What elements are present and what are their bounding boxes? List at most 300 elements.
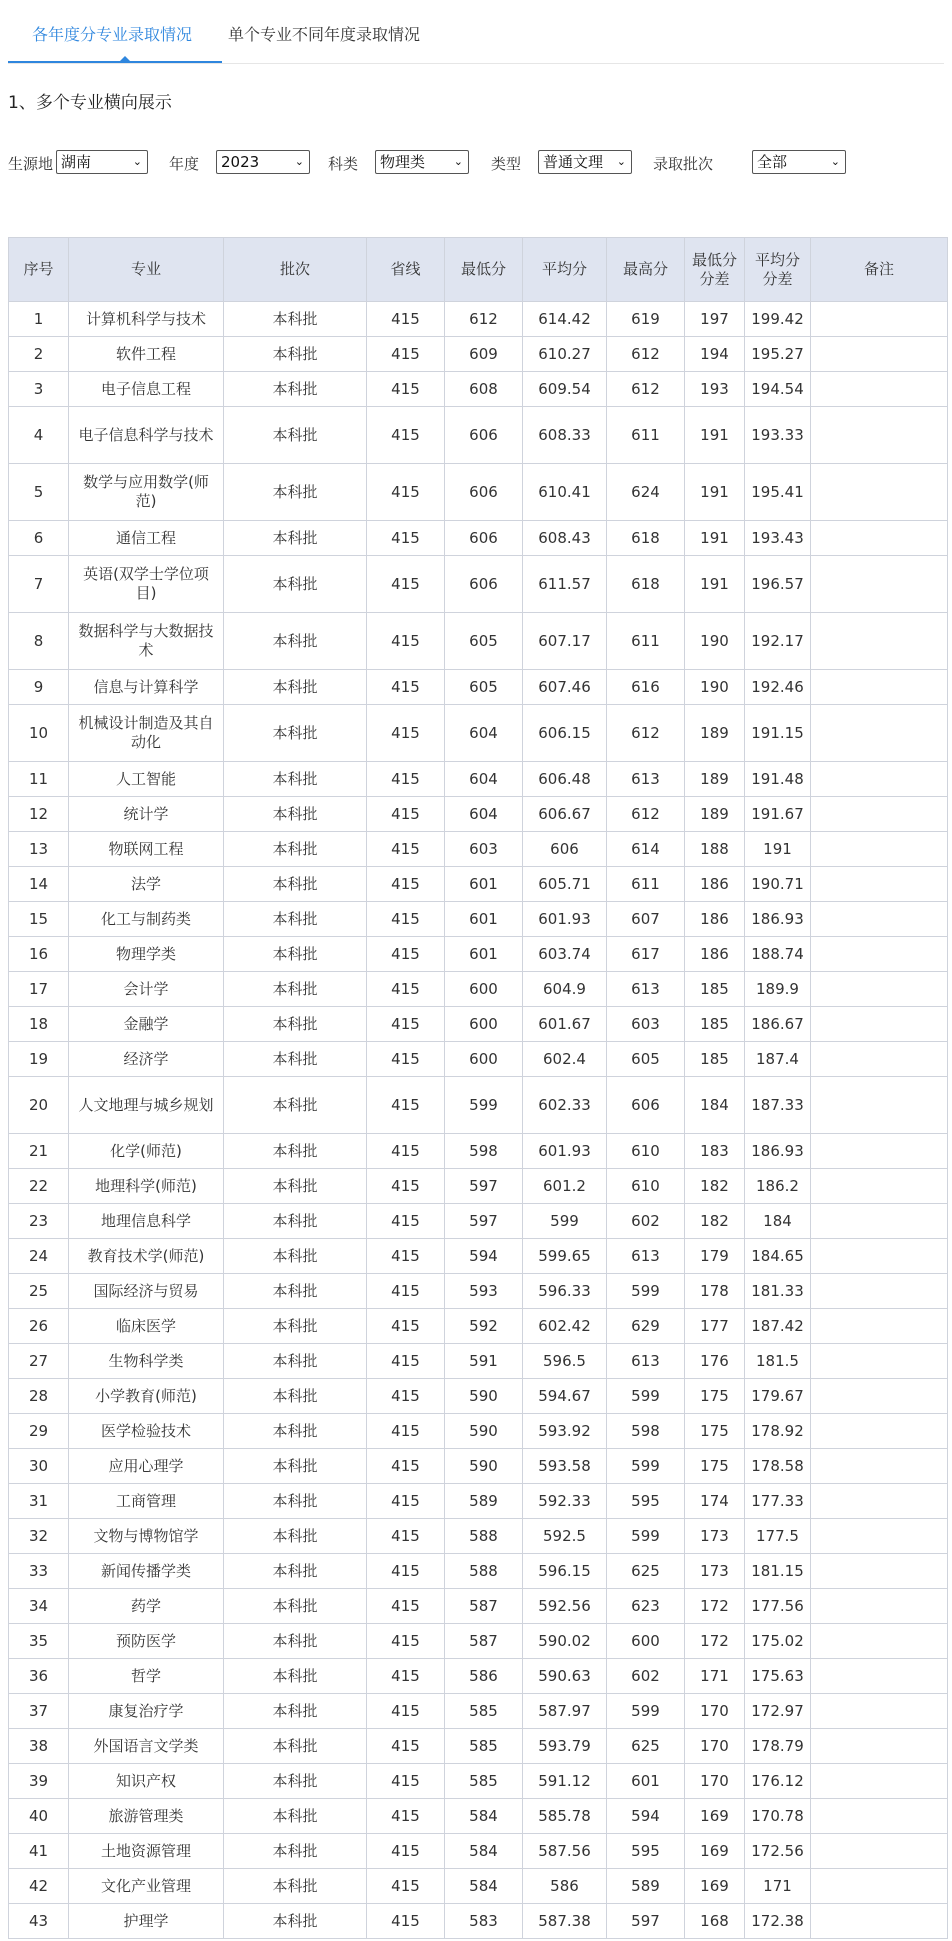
cell-remark <box>811 1007 948 1042</box>
cell-min-score: 605 <box>445 670 523 705</box>
cell-max-score: 624 <box>607 464 685 521</box>
cell-batch: 本科批 <box>224 797 367 832</box>
cell-major: 生物科学类 <box>69 1344 224 1379</box>
cell-batch: 本科批 <box>224 1379 367 1414</box>
cell-min-diff: 189 <box>685 797 745 832</box>
cell-index: 8 <box>9 613 69 670</box>
cell-index: 26 <box>9 1309 69 1344</box>
cell-max-score: 600 <box>607 1624 685 1659</box>
admission-table <box>8 237 948 1939</box>
cell-batch: 本科批 <box>224 1554 367 1589</box>
cell-min-score: 584 <box>445 1834 523 1869</box>
cell-min-score: 601 <box>445 867 523 902</box>
cell-batch: 本科批 <box>224 1134 367 1169</box>
cell-index: 36 <box>9 1659 69 1694</box>
cell-index: 2 <box>9 337 69 372</box>
cell-remark <box>811 1134 948 1169</box>
cell-batch: 本科批 <box>224 337 367 372</box>
cell-avg-score: 599.65 <box>523 1239 607 1274</box>
cell-index: 40 <box>9 1799 69 1834</box>
chevron-down-icon: ⌄ <box>453 155 463 168</box>
cell-min-score: 608 <box>445 372 523 407</box>
table-row <box>9 867 948 902</box>
cell-province-line: 415 <box>367 407 445 464</box>
cell-min-diff: 183 <box>685 1134 745 1169</box>
cell-avg-score: 602.33 <box>523 1077 607 1134</box>
cell-avg-score: 603.74 <box>523 937 607 972</box>
cell-index: 41 <box>9 1834 69 1869</box>
active-tab-caret <box>119 56 131 62</box>
tab-single-major-by-year[interactable]: 单个专业不同年度录取情况 <box>228 25 421 44</box>
cell-avg-score: 611.57 <box>523 556 607 613</box>
cell-avg-diff: 193.33 <box>745 407 811 464</box>
col-header-province-line: 省线 <box>367 238 445 302</box>
cell-remark <box>811 937 948 972</box>
table-row <box>9 556 948 613</box>
table-row <box>9 1624 948 1659</box>
cell-major: 文物与博物馆学 <box>69 1519 224 1554</box>
cell-major: 经济学 <box>69 1042 224 1077</box>
cell-avg-score: 607.17 <box>523 613 607 670</box>
cell-max-score: 607 <box>607 902 685 937</box>
cell-min-score: 585 <box>445 1694 523 1729</box>
cell-remark <box>811 1449 948 1484</box>
cell-max-score: 629 <box>607 1309 685 1344</box>
origin-select-value: 湖南 <box>61 153 92 171</box>
cell-min-diff: 170 <box>685 1729 745 1764</box>
type-select[interactable] <box>538 150 632 174</box>
cell-max-score: 603 <box>607 1007 685 1042</box>
tab-yearly-by-major[interactable]: 各年度分专业录取情况 <box>32 25 193 44</box>
cell-min-score: 600 <box>445 972 523 1007</box>
cell-province-line: 415 <box>367 556 445 613</box>
cell-avg-diff: 178.79 <box>745 1729 811 1764</box>
cell-max-score: 602 <box>607 1204 685 1239</box>
cell-avg-score: 586 <box>523 1869 607 1904</box>
cell-avg-diff: 177.56 <box>745 1589 811 1624</box>
cell-avg-diff: 177.33 <box>745 1484 811 1519</box>
cell-avg-score: 606 <box>523 832 607 867</box>
cell-remark <box>811 464 948 521</box>
cell-major: 软件工程 <box>69 337 224 372</box>
cell-batch: 本科批 <box>224 1007 367 1042</box>
cell-remark <box>811 1309 948 1344</box>
cell-min-diff: 191 <box>685 407 745 464</box>
col-header-min-score: 最低分 <box>445 238 523 302</box>
cell-min-diff: 193 <box>685 372 745 407</box>
table-row <box>9 302 948 337</box>
cell-province-line: 415 <box>367 1834 445 1869</box>
cell-avg-score: 590.02 <box>523 1624 607 1659</box>
subject-select-value: 物理类 <box>380 153 426 171</box>
cell-index: 9 <box>9 670 69 705</box>
cell-batch: 本科批 <box>224 1239 367 1274</box>
cell-index: 3 <box>9 372 69 407</box>
cell-max-score: 599 <box>607 1274 685 1309</box>
cell-batch: 本科批 <box>224 832 367 867</box>
cell-batch: 本科批 <box>224 556 367 613</box>
cell-remark <box>811 1204 948 1239</box>
cell-index: 29 <box>9 1414 69 1449</box>
cell-province-line: 415 <box>367 1554 445 1589</box>
cell-index: 12 <box>9 797 69 832</box>
cell-major: 计算机科学与技术 <box>69 302 224 337</box>
cell-avg-score: 587.97 <box>523 1694 607 1729</box>
table-row <box>9 1484 948 1519</box>
cell-index: 22 <box>9 1169 69 1204</box>
cell-avg-score: 599 <box>523 1204 607 1239</box>
cell-province-line: 415 <box>367 464 445 521</box>
cell-batch: 本科批 <box>224 1449 367 1484</box>
cell-index: 38 <box>9 1729 69 1764</box>
cell-min-score: 585 <box>445 1729 523 1764</box>
cell-min-score: 590 <box>445 1449 523 1484</box>
cell-max-score: 612 <box>607 797 685 832</box>
col-header-batch: 批次 <box>224 238 367 302</box>
cell-major: 物联网工程 <box>69 832 224 867</box>
cell-batch: 本科批 <box>224 937 367 972</box>
cell-max-score: 597 <box>607 1904 685 1939</box>
cell-min-score: 604 <box>445 705 523 762</box>
cell-max-score: 625 <box>607 1554 685 1589</box>
cell-min-score: 585 <box>445 1764 523 1799</box>
cell-max-score: 613 <box>607 1239 685 1274</box>
cell-remark <box>811 1589 948 1624</box>
cell-batch: 本科批 <box>224 407 367 464</box>
table-row <box>9 1449 948 1484</box>
cell-avg-diff: 195.27 <box>745 337 811 372</box>
cell-avg-score: 614.42 <box>523 302 607 337</box>
cell-avg-diff: 175.63 <box>745 1659 811 1694</box>
cell-min-diff: 170 <box>685 1764 745 1799</box>
table-row <box>9 1042 948 1077</box>
cell-min-score: 592 <box>445 1309 523 1344</box>
cell-remark <box>811 1729 948 1764</box>
cell-remark <box>811 1764 948 1799</box>
cell-avg-diff: 172.38 <box>745 1904 811 1939</box>
cell-max-score: 619 <box>607 302 685 337</box>
table-row <box>9 762 948 797</box>
cell-major: 小学教育(师范) <box>69 1379 224 1414</box>
filter-label-subject: 科类 <box>328 155 359 173</box>
cell-max-score: 617 <box>607 937 685 972</box>
cell-max-score: 612 <box>607 705 685 762</box>
table-row <box>9 902 948 937</box>
table-row <box>9 1239 948 1274</box>
cell-batch: 本科批 <box>224 613 367 670</box>
cell-max-score: 610 <box>607 1169 685 1204</box>
cell-avg-score: 601.93 <box>523 902 607 937</box>
cell-major: 临床医学 <box>69 1309 224 1344</box>
cell-min-score: 589 <box>445 1484 523 1519</box>
cell-max-score: 606 <box>607 1077 685 1134</box>
cell-index: 1 <box>9 302 69 337</box>
cell-province-line: 415 <box>367 372 445 407</box>
cell-avg-diff: 178.92 <box>745 1414 811 1449</box>
cell-province-line: 415 <box>367 1484 445 1519</box>
cell-batch: 本科批 <box>224 1519 367 1554</box>
cell-major: 新闻传播学类 <box>69 1554 224 1589</box>
cell-avg-score: 605.71 <box>523 867 607 902</box>
cell-remark <box>811 407 948 464</box>
table-row <box>9 1169 948 1204</box>
cell-min-score: 606 <box>445 464 523 521</box>
section-title: 1、多个专业横向展示 <box>8 93 172 113</box>
col-header-remark: 备注 <box>811 238 948 302</box>
cell-batch: 本科批 <box>224 1589 367 1624</box>
year-select[interactable] <box>216 150 310 174</box>
cell-min-score: 593 <box>445 1274 523 1309</box>
cell-min-diff: 186 <box>685 867 745 902</box>
cell-avg-diff: 178.58 <box>745 1449 811 1484</box>
cell-avg-score: 602.42 <box>523 1309 607 1344</box>
cell-province-line: 415 <box>367 670 445 705</box>
cell-min-score: 604 <box>445 797 523 832</box>
table-row <box>9 937 948 972</box>
cell-province-line: 415 <box>367 1414 445 1449</box>
cell-avg-score: 601.67 <box>523 1007 607 1042</box>
cell-min-diff: 191 <box>685 464 745 521</box>
cell-batch: 本科批 <box>224 372 367 407</box>
cell-index: 27 <box>9 1344 69 1379</box>
cell-avg-score: 601.93 <box>523 1134 607 1169</box>
cell-province-line: 415 <box>367 521 445 556</box>
cell-avg-score: 609.54 <box>523 372 607 407</box>
cell-avg-score: 593.79 <box>523 1729 607 1764</box>
cell-major: 土地资源管理 <box>69 1834 224 1869</box>
cell-min-score: 606 <box>445 556 523 613</box>
cell-index: 19 <box>9 1042 69 1077</box>
cell-major: 会计学 <box>69 972 224 1007</box>
cell-remark <box>811 1519 948 1554</box>
cell-remark <box>811 1414 948 1449</box>
cell-avg-diff: 184 <box>745 1204 811 1239</box>
table-row <box>9 372 948 407</box>
cell-avg-diff: 177.5 <box>745 1519 811 1554</box>
cell-batch: 本科批 <box>224 1799 367 1834</box>
cell-province-line: 415 <box>367 1624 445 1659</box>
cell-remark <box>811 302 948 337</box>
cell-index: 43 <box>9 1904 69 1939</box>
cell-batch: 本科批 <box>224 1309 367 1344</box>
table-row <box>9 1077 948 1134</box>
cell-major: 化工与制药类 <box>69 902 224 937</box>
cell-remark <box>811 1274 948 1309</box>
cell-index: 21 <box>9 1134 69 1169</box>
cell-min-diff: 190 <box>685 613 745 670</box>
cell-index: 24 <box>9 1239 69 1274</box>
cell-index: 11 <box>9 762 69 797</box>
cell-province-line: 415 <box>367 1589 445 1624</box>
chevron-down-icon: ⌄ <box>294 155 304 168</box>
cell-min-diff: 178 <box>685 1274 745 1309</box>
cell-avg-score: 607.46 <box>523 670 607 705</box>
cell-index: 34 <box>9 1589 69 1624</box>
cell-avg-score: 606.48 <box>523 762 607 797</box>
tab-bar <box>8 0 944 64</box>
cell-remark <box>811 670 948 705</box>
cell-province-line: 415 <box>367 937 445 972</box>
cell-min-score: 601 <box>445 902 523 937</box>
cell-remark <box>811 1624 948 1659</box>
cell-max-score: 616 <box>607 670 685 705</box>
cell-min-diff: 170 <box>685 1694 745 1729</box>
cell-avg-score: 608.33 <box>523 407 607 464</box>
cell-max-score: 612 <box>607 372 685 407</box>
cell-avg-score: 592.5 <box>523 1519 607 1554</box>
cell-avg-diff: 188.74 <box>745 937 811 972</box>
cell-major: 数据科学与大数据技术 <box>69 613 224 670</box>
cell-index: 20 <box>9 1077 69 1134</box>
cell-index: 30 <box>9 1449 69 1484</box>
cell-index: 4 <box>9 407 69 464</box>
cell-batch: 本科批 <box>224 762 367 797</box>
cell-remark <box>811 832 948 867</box>
batch-select-value: 全部 <box>757 153 788 171</box>
cell-major: 通信工程 <box>69 521 224 556</box>
cell-max-score: 595 <box>607 1484 685 1519</box>
cell-max-score: 610 <box>607 1134 685 1169</box>
table-row <box>9 1134 948 1169</box>
cell-max-score: 612 <box>607 337 685 372</box>
cell-index: 35 <box>9 1624 69 1659</box>
cell-major: 文化产业管理 <box>69 1869 224 1904</box>
cell-min-diff: 186 <box>685 902 745 937</box>
cell-min-diff: 175 <box>685 1449 745 1484</box>
cell-avg-diff: 171 <box>745 1869 811 1904</box>
cell-remark <box>811 1169 948 1204</box>
cell-avg-diff: 181.5 <box>745 1344 811 1379</box>
cell-province-line: 415 <box>367 902 445 937</box>
cell-province-line: 415 <box>367 1169 445 1204</box>
cell-min-score: 597 <box>445 1169 523 1204</box>
cell-min-score: 594 <box>445 1239 523 1274</box>
cell-major: 英语(双学士学位项目) <box>69 556 224 613</box>
cell-index: 15 <box>9 902 69 937</box>
cell-min-diff: 172 <box>685 1624 745 1659</box>
cell-min-score: 588 <box>445 1519 523 1554</box>
cell-batch: 本科批 <box>224 1694 367 1729</box>
cell-avg-score: 592.33 <box>523 1484 607 1519</box>
cell-min-diff: 182 <box>685 1169 745 1204</box>
cell-avg-score: 590.63 <box>523 1659 607 1694</box>
subject-select[interactable] <box>375 150 469 174</box>
table-row <box>9 1379 948 1414</box>
cell-avg-score: 592.56 <box>523 1589 607 1624</box>
cell-avg-diff: 195.41 <box>745 464 811 521</box>
batch-select[interactable] <box>752 150 846 174</box>
cell-index: 42 <box>9 1869 69 1904</box>
table-header-row <box>9 238 948 302</box>
cell-min-diff: 182 <box>685 1204 745 1239</box>
cell-province-line: 415 <box>367 1134 445 1169</box>
cell-province-line: 415 <box>367 797 445 832</box>
cell-max-score: 613 <box>607 762 685 797</box>
cell-min-score: 600 <box>445 1007 523 1042</box>
cell-min-diff: 188 <box>685 832 745 867</box>
cell-min-score: 603 <box>445 832 523 867</box>
cell-min-score: 597 <box>445 1204 523 1239</box>
table-row <box>9 1344 948 1379</box>
cell-major: 药学 <box>69 1589 224 1624</box>
cell-avg-diff: 193.43 <box>745 521 811 556</box>
cell-max-score: 602 <box>607 1659 685 1694</box>
cell-major: 数学与应用数学(师范) <box>69 464 224 521</box>
cell-min-diff: 191 <box>685 556 745 613</box>
cell-min-diff: 177 <box>685 1309 745 1344</box>
cell-remark <box>811 1834 948 1869</box>
cell-max-score: 611 <box>607 867 685 902</box>
cell-index: 10 <box>9 705 69 762</box>
cell-remark <box>811 372 948 407</box>
cell-min-diff: 189 <box>685 705 745 762</box>
filter-label-year: 年度 <box>169 155 200 173</box>
cell-min-diff: 197 <box>685 302 745 337</box>
cell-max-score: 618 <box>607 521 685 556</box>
cell-avg-diff: 191 <box>745 832 811 867</box>
cell-province-line: 415 <box>367 1204 445 1239</box>
cell-major: 电子信息科学与技术 <box>69 407 224 464</box>
cell-major: 护理学 <box>69 1904 224 1939</box>
cell-min-diff: 173 <box>685 1519 745 1554</box>
year-select-value: 2023 <box>221 153 260 171</box>
cell-province-line: 415 <box>367 337 445 372</box>
table-row <box>9 797 948 832</box>
cell-index: 33 <box>9 1554 69 1589</box>
cell-remark <box>811 337 948 372</box>
cell-remark <box>811 1484 948 1519</box>
cell-batch: 本科批 <box>224 1764 367 1799</box>
cell-max-score: 601 <box>607 1764 685 1799</box>
cell-avg-score: 591.12 <box>523 1764 607 1799</box>
cell-batch: 本科批 <box>224 1169 367 1204</box>
table-row <box>9 1729 948 1764</box>
cell-major: 医学检验技术 <box>69 1414 224 1449</box>
cell-major: 地理科学(师范) <box>69 1169 224 1204</box>
cell-batch: 本科批 <box>224 521 367 556</box>
cell-avg-diff: 181.33 <box>745 1274 811 1309</box>
cell-min-score: 584 <box>445 1869 523 1904</box>
cell-major: 法学 <box>69 867 224 902</box>
cell-avg-diff: 191.48 <box>745 762 811 797</box>
origin-select[interactable] <box>56 150 148 174</box>
cell-min-score: 612 <box>445 302 523 337</box>
col-header-index: 序号 <box>9 238 69 302</box>
cell-province-line: 415 <box>367 1519 445 1554</box>
table-row <box>9 1589 948 1624</box>
cell-major: 工商管理 <box>69 1484 224 1519</box>
table-row <box>9 1799 948 1834</box>
cell-min-diff: 169 <box>685 1869 745 1904</box>
cell-remark <box>811 1042 948 1077</box>
cell-avg-diff: 192.17 <box>745 613 811 670</box>
col-header-major: 专业 <box>69 238 224 302</box>
table-row <box>9 407 948 464</box>
cell-avg-diff: 172.56 <box>745 1834 811 1869</box>
cell-avg-score: 585.78 <box>523 1799 607 1834</box>
cell-major: 统计学 <box>69 797 224 832</box>
cell-avg-diff: 187.42 <box>745 1309 811 1344</box>
cell-avg-score: 593.58 <box>523 1449 607 1484</box>
cell-avg-score: 596.33 <box>523 1274 607 1309</box>
cell-batch: 本科批 <box>224 1414 367 1449</box>
cell-avg-diff: 191.67 <box>745 797 811 832</box>
cell-batch: 本科批 <box>224 1042 367 1077</box>
cell-min-diff: 191 <box>685 521 745 556</box>
cell-index: 18 <box>9 1007 69 1042</box>
cell-avg-diff: 175.02 <box>745 1624 811 1659</box>
cell-index: 17 <box>9 972 69 1007</box>
